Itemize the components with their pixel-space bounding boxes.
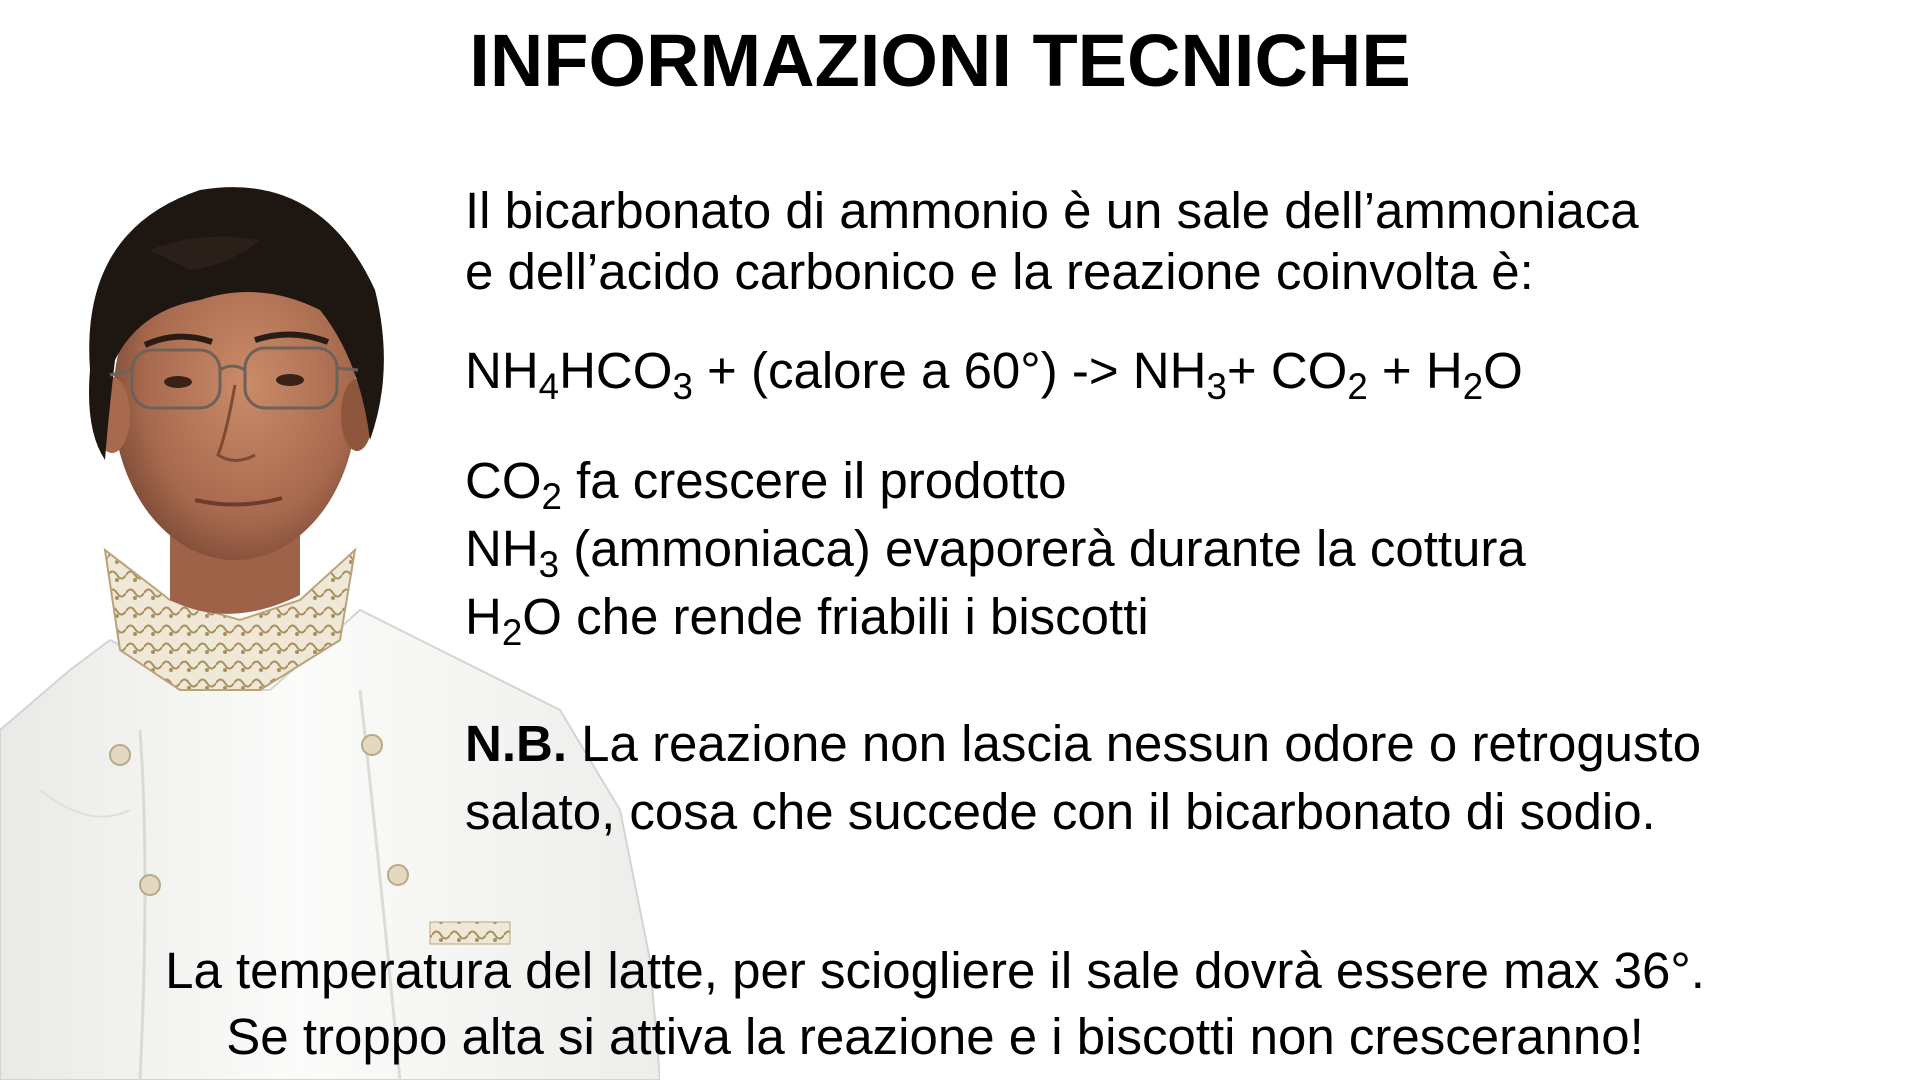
product-description: fa crescere il prodotto <box>561 452 1067 509</box>
formula-subscript: 2 <box>541 476 562 518</box>
equation-part: + (calore a 60°) -> NH <box>692 342 1207 399</box>
note-line-1 <box>465 710 1701 778</box>
intro-line-1: Il bicarbonato di ammonio è un sale dell’ammoniaca <box>465 182 1639 239</box>
formula: NH <box>465 520 539 577</box>
product-description: (ammoniaca) evaporerà durante la cottura <box>559 520 1526 577</box>
note-paragraph <box>465 710 1701 846</box>
equation-line <box>465 340 1523 408</box>
bottom-line-1: La temperatura del latte, per sciogliere il sale dovrà essere max 36°. <box>165 942 1705 999</box>
note-line-2: salato, cosa che succede con il bicarbonato di sodio. <box>465 783 1656 840</box>
page-title: INFORMAZIONI TECNICHE <box>469 19 1411 102</box>
product-item-nh3 <box>465 515 1526 586</box>
product-description: O che rende friabili i biscotti <box>522 588 1149 645</box>
equation-part: O <box>1483 342 1523 399</box>
equation-part: + CO <box>1226 342 1348 399</box>
formula-subscript: 3 <box>538 544 560 586</box>
note-text: La reazione non lascia nessun odore o retrogusto <box>567 715 1702 772</box>
formula: H <box>465 588 502 645</box>
equation-part: HCO <box>559 342 673 399</box>
chemical-equation <box>465 340 1523 408</box>
equation-subscript: 2 <box>1462 366 1484 408</box>
bottom-warning <box>0 938 1870 1070</box>
note-label: N.B. <box>465 715 567 772</box>
product-item-co2 <box>465 447 1526 518</box>
bottom-line-2: Se troppo alta si attiva la reazione e i biscotti non cresceranno! <box>226 1008 1644 1065</box>
product-item-h2o <box>465 583 1526 654</box>
equation-part: NH <box>465 342 539 399</box>
equation-subscript: 4 <box>538 366 560 408</box>
equation-part: + H <box>1367 342 1463 399</box>
equation-subscript: 3 <box>1206 366 1227 408</box>
formula-subscript: 2 <box>501 612 523 654</box>
products-list <box>465 447 1526 654</box>
formula: CO <box>465 452 542 509</box>
equation-subscript: 3 <box>672 366 693 408</box>
intro-paragraph <box>465 180 1639 302</box>
intro-line-2: e dell’acido carbonico e la reazione coinvolta è: <box>465 243 1534 300</box>
equation-subscript: 2 <box>1347 366 1368 408</box>
